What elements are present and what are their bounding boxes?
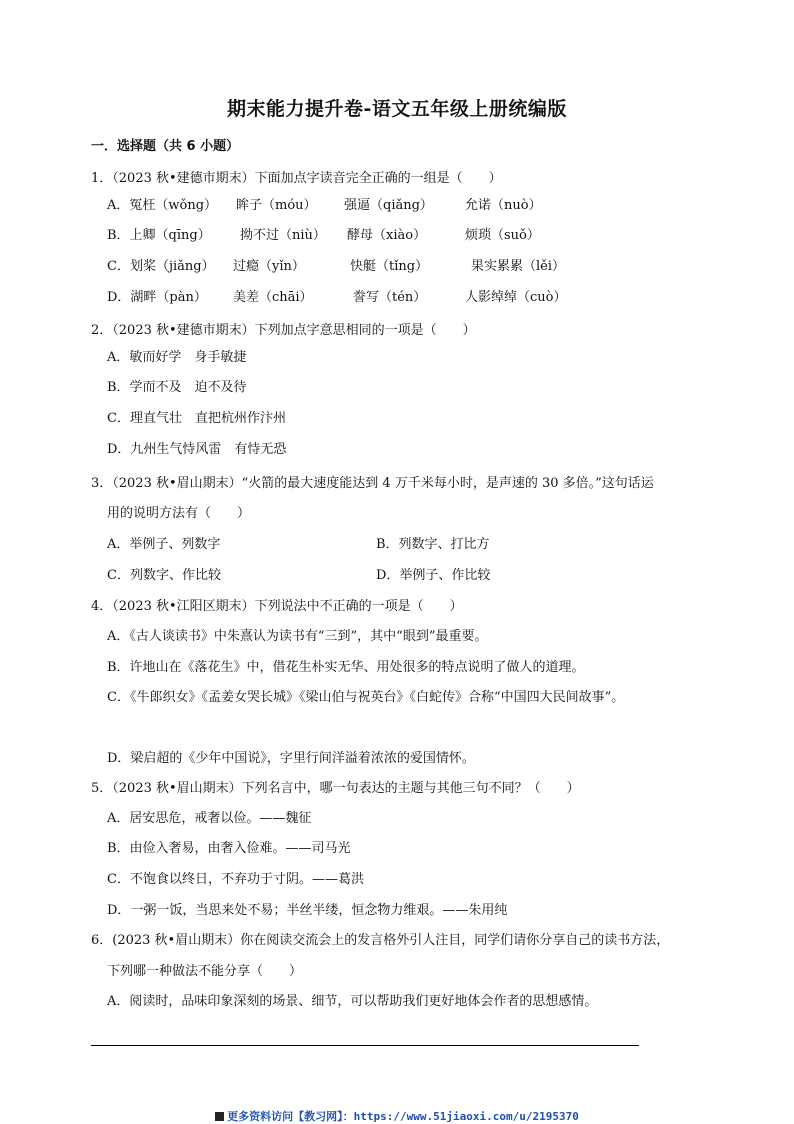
question-4-stem: 4．（2023 秋•江阳区期末）下列说法中不正确的一项是（ ） (91, 599, 463, 614)
q1-option-d-1: D．湖畔（pàn） (107, 290, 207, 305)
footer-link[interactable] (0, 1108, 794, 1124)
q1-option-d-3: 誊写（tén） (353, 290, 427, 305)
q1-option-a-4: 允诺（nuò） (465, 198, 542, 213)
page-title: 期末能力提升卷-语文五年级上册统编版 (227, 98, 567, 120)
question-3-stem-line-2: 用的说明方法有（ ） (107, 506, 251, 521)
flag-icon (215, 1112, 224, 1121)
q2-option-d: D．九州生气恃风雷 有恃无恐 (107, 442, 287, 457)
question-2-stem: 2．（2023 秋•建德市期末）下列加点字意思相同的一项是（ ） (91, 323, 476, 338)
question-6-stem-line-1: 6．(2023 秋•眉山期末）你在阅读交流会上的发言格外引人注目，同学们请你分享自己的读书方法， (91, 933, 670, 948)
section-heading: 一．选择题（共 6 小题） (91, 139, 240, 154)
q5-option-c: C．不饱食以终日，不弃功于寸阴。——葛洪 (107, 872, 364, 887)
question-3-stem-line-1: 3．（2023 秋•眉山期末）“火箭的最大速度能达到 4 万千米每小时，是声速的 30 多倍。”这句话运 (91, 476, 654, 491)
q3-option-b: B．列数字、打比方 (376, 537, 490, 552)
q1-option-b-4: 烦琐（suǒ） (465, 228, 540, 243)
q1-option-c-2: 过瘾（yǐn） (233, 259, 305, 274)
q1-option-b-2: 拗不过（niù） (240, 228, 326, 243)
q1-option-b-1: B．上卿（qīng） (107, 228, 211, 243)
footer-divider (91, 1045, 639, 1046)
q4-option-b: B．许地山在《落花生》中，借花生朴实无华、用处很多的特点说明了做人的道理。 (107, 660, 585, 675)
question-1-stem: 1．（2023 秋•建德市期末）下面加点字读音完全正确的一组是（ ） (91, 171, 502, 186)
q1-option-b-3: 酵母（xiào） (347, 228, 427, 243)
question-5-stem: 5．（2023 秋•眉山期末）下列名言中，哪一句表达的主题与其他三句不同？（ ） (91, 781, 580, 796)
q3-option-d: D．举例子、作比较 (376, 568, 491, 583)
q4-option-a: A．《古人谈读书》中朱熹认为读书有“三到”，其中“眼到”最重要。 (107, 629, 488, 644)
q5-option-d: D．一粥一饭，当思来处不易；半丝半缕，恒念物力维艰。——朱用纯 (107, 903, 508, 918)
q1-option-d-4: 人影绰绰（cuò） (465, 290, 567, 305)
q1-option-a-2: 眸子（móu） (236, 198, 317, 213)
q5-option-a: A．居安思危，戒奢以俭。——魏征 (107, 811, 312, 826)
q3-option-a: A．举例子、列数字 (107, 537, 221, 552)
q1-option-a-3: 强逼（qiǎng） (344, 198, 433, 213)
question-6-stem-line-2: 下列哪一种做法不能分享（ ） (107, 964, 303, 979)
q6-option-a: A．阅读时，品味印象深刻的场景、细节，可以帮助我们更好地体会作者的思想感情。 (107, 994, 598, 1009)
q4-option-d: D．梁启超的《少年中国说》，字里行间洋溢着浓浓的爱国情怀。 (107, 751, 475, 766)
q1-option-d-2: 美差（chāi） (233, 290, 313, 305)
q4-option-c: C．《牛郎织女》《孟姜女哭长城》《梁山伯与祝英台》《白蛇传》合称“中国四大民间故事”。 (107, 690, 625, 705)
footer-text: 更多资料访问【教习网】：https://www.51jiaoxi.com/u/2195370 (227, 1110, 579, 1123)
q3-option-c: C．列数字、作比较 (107, 568, 221, 583)
q5-option-b: B．由俭入奢易，由奢入俭难。——司马光 (107, 841, 351, 856)
q1-option-c-1: C．划桨（jiǎng） (107, 259, 215, 274)
q1-option-c-3: 快艇（tǐng） (350, 259, 429, 274)
q2-option-c: C．理直气壮 直把杭州作汴州 (107, 411, 286, 426)
q2-option-b: B．学而不及 迫不及待 (107, 380, 247, 395)
q1-option-c-4: 果实累累（lěi） (471, 259, 566, 274)
q1-option-a-1: A．冤枉（wǒng） (107, 198, 218, 213)
q2-option-a: A．敏而好学 身手敏捷 (107, 350, 247, 365)
